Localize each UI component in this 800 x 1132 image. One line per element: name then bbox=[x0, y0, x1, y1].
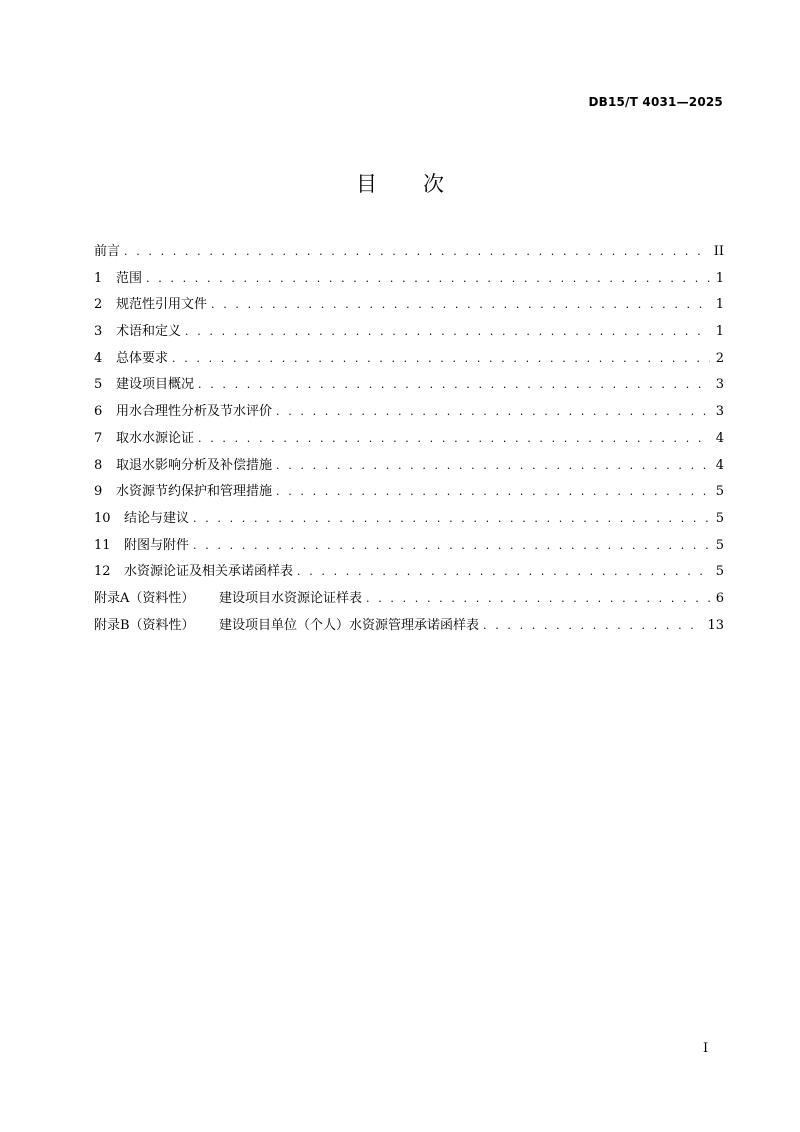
toc-leader-dots bbox=[366, 589, 710, 609]
toc-entry-number: 12 bbox=[94, 564, 111, 580]
toc-entry-3[interactable] bbox=[94, 322, 724, 349]
toc-entry-label: 取退水影响分析及补偿措施 bbox=[116, 457, 273, 473]
toc-entry-number: 7 bbox=[94, 430, 103, 446]
toc-entry-1[interactable] bbox=[94, 269, 724, 296]
toc-entry-label: 总体要求 bbox=[116, 350, 169, 366]
toc-leader-dots bbox=[124, 242, 710, 262]
toc-entry-7[interactable] bbox=[94, 429, 724, 456]
toc-leader-dots bbox=[483, 616, 703, 636]
toc-leader-dots bbox=[276, 402, 710, 422]
toc-entry-page: 4 bbox=[715, 430, 724, 446]
toc-entry-number: 10 bbox=[94, 510, 111, 526]
title-char-1: 目 bbox=[356, 172, 377, 196]
toc-entry-4[interactable] bbox=[94, 349, 724, 376]
toc-entry-label: 前言 bbox=[94, 244, 121, 259]
toc-leader-dots bbox=[193, 536, 710, 556]
page-number: I bbox=[703, 1041, 709, 1056]
toc-leader-dots bbox=[276, 482, 710, 502]
toc-entry-number: 3 bbox=[94, 324, 103, 340]
standard-code: DB15/T 4031—2025 bbox=[588, 95, 723, 109]
toc-entry-foreword[interactable] bbox=[94, 242, 724, 269]
toc-entry-number: 1 bbox=[94, 270, 103, 286]
toc-leader-dots bbox=[297, 562, 710, 582]
table-of-contents bbox=[94, 242, 724, 642]
toc-entry-number: 9 bbox=[94, 484, 103, 500]
toc-leader-dots bbox=[193, 509, 710, 529]
toc-entry-page: 6 bbox=[715, 590, 724, 606]
toc-leader-dots bbox=[211, 295, 710, 315]
toc-entry-page: II bbox=[713, 244, 724, 259]
toc-entry-page: 5 bbox=[715, 537, 724, 553]
toc-entry-label: 附图与附件 bbox=[124, 537, 190, 553]
toc-entry-label: 建设项目概况 bbox=[116, 377, 195, 393]
toc-leader-dots bbox=[198, 375, 710, 395]
toc-entry-appendix-a[interactable] bbox=[94, 589, 724, 616]
toc-entry-label: 规范性引用文件 bbox=[116, 297, 208, 313]
toc-entry-10[interactable] bbox=[94, 509, 724, 536]
toc-entry-appendix-b[interactable] bbox=[94, 616, 724, 643]
toc-entry-number: 8 bbox=[94, 457, 103, 473]
toc-entry-page: 13 bbox=[707, 617, 724, 633]
toc-leader-dots bbox=[198, 429, 710, 449]
title-char-2: 次 bbox=[423, 172, 444, 196]
toc-leader-dots bbox=[146, 269, 710, 289]
toc-entry-page: 4 bbox=[715, 457, 724, 473]
toc-entry-label: 取水水源论证 bbox=[116, 430, 195, 446]
toc-leader-dots bbox=[276, 456, 710, 476]
toc-entry-12[interactable] bbox=[94, 562, 724, 589]
toc-entry-number: 6 bbox=[94, 404, 103, 420]
toc-entry-label: 术语和定义 bbox=[116, 324, 182, 340]
toc-entry-page: 3 bbox=[715, 404, 724, 420]
toc-entry-page: 5 bbox=[715, 484, 724, 500]
toc-entry-page: 3 bbox=[715, 377, 724, 393]
toc-entry-label: 用水合理性分析及节水评价 bbox=[116, 404, 273, 420]
toc-entry-number: 附录B（资料性） bbox=[94, 617, 195, 633]
toc-entry-page: 2 bbox=[715, 350, 724, 366]
toc-entry-label: 建设项目单位（个人）水资源管理承诺函样表 bbox=[219, 617, 480, 633]
toc-entry-number: 4 bbox=[94, 350, 103, 366]
toc-entry-8[interactable] bbox=[94, 456, 724, 483]
toc-entry-label: 水资源论证及相关承诺函样表 bbox=[124, 564, 294, 580]
toc-entry-9[interactable] bbox=[94, 482, 724, 509]
toc-entry-5[interactable] bbox=[94, 375, 724, 402]
toc-entry-label: 范围 bbox=[116, 270, 143, 286]
toc-entry-6[interactable] bbox=[94, 402, 724, 429]
toc-leader-dots bbox=[185, 322, 710, 342]
toc-entry-page: 1 bbox=[715, 324, 724, 340]
toc-entry-page: 5 bbox=[715, 564, 724, 580]
toc-entry-label: 结论与建议 bbox=[124, 510, 190, 526]
page-title bbox=[0, 168, 800, 198]
toc-entry-page: 5 bbox=[715, 510, 724, 526]
toc-entry-label: 水资源节约保护和管理措施 bbox=[116, 484, 273, 500]
toc-entry-number: 2 bbox=[94, 297, 103, 313]
toc-entry-11[interactable] bbox=[94, 536, 724, 563]
toc-entry-2[interactable] bbox=[94, 295, 724, 322]
toc-entry-label: 建设项目水资源论证样表 bbox=[219, 590, 363, 606]
toc-entry-page: 1 bbox=[715, 270, 724, 286]
toc-leader-dots bbox=[172, 349, 710, 369]
toc-entry-number: 附录A（资料性） bbox=[94, 590, 195, 606]
toc-entry-page: 1 bbox=[715, 297, 724, 313]
toc-entry-number: 5 bbox=[94, 377, 103, 393]
toc-entry-number: 11 bbox=[94, 537, 111, 553]
